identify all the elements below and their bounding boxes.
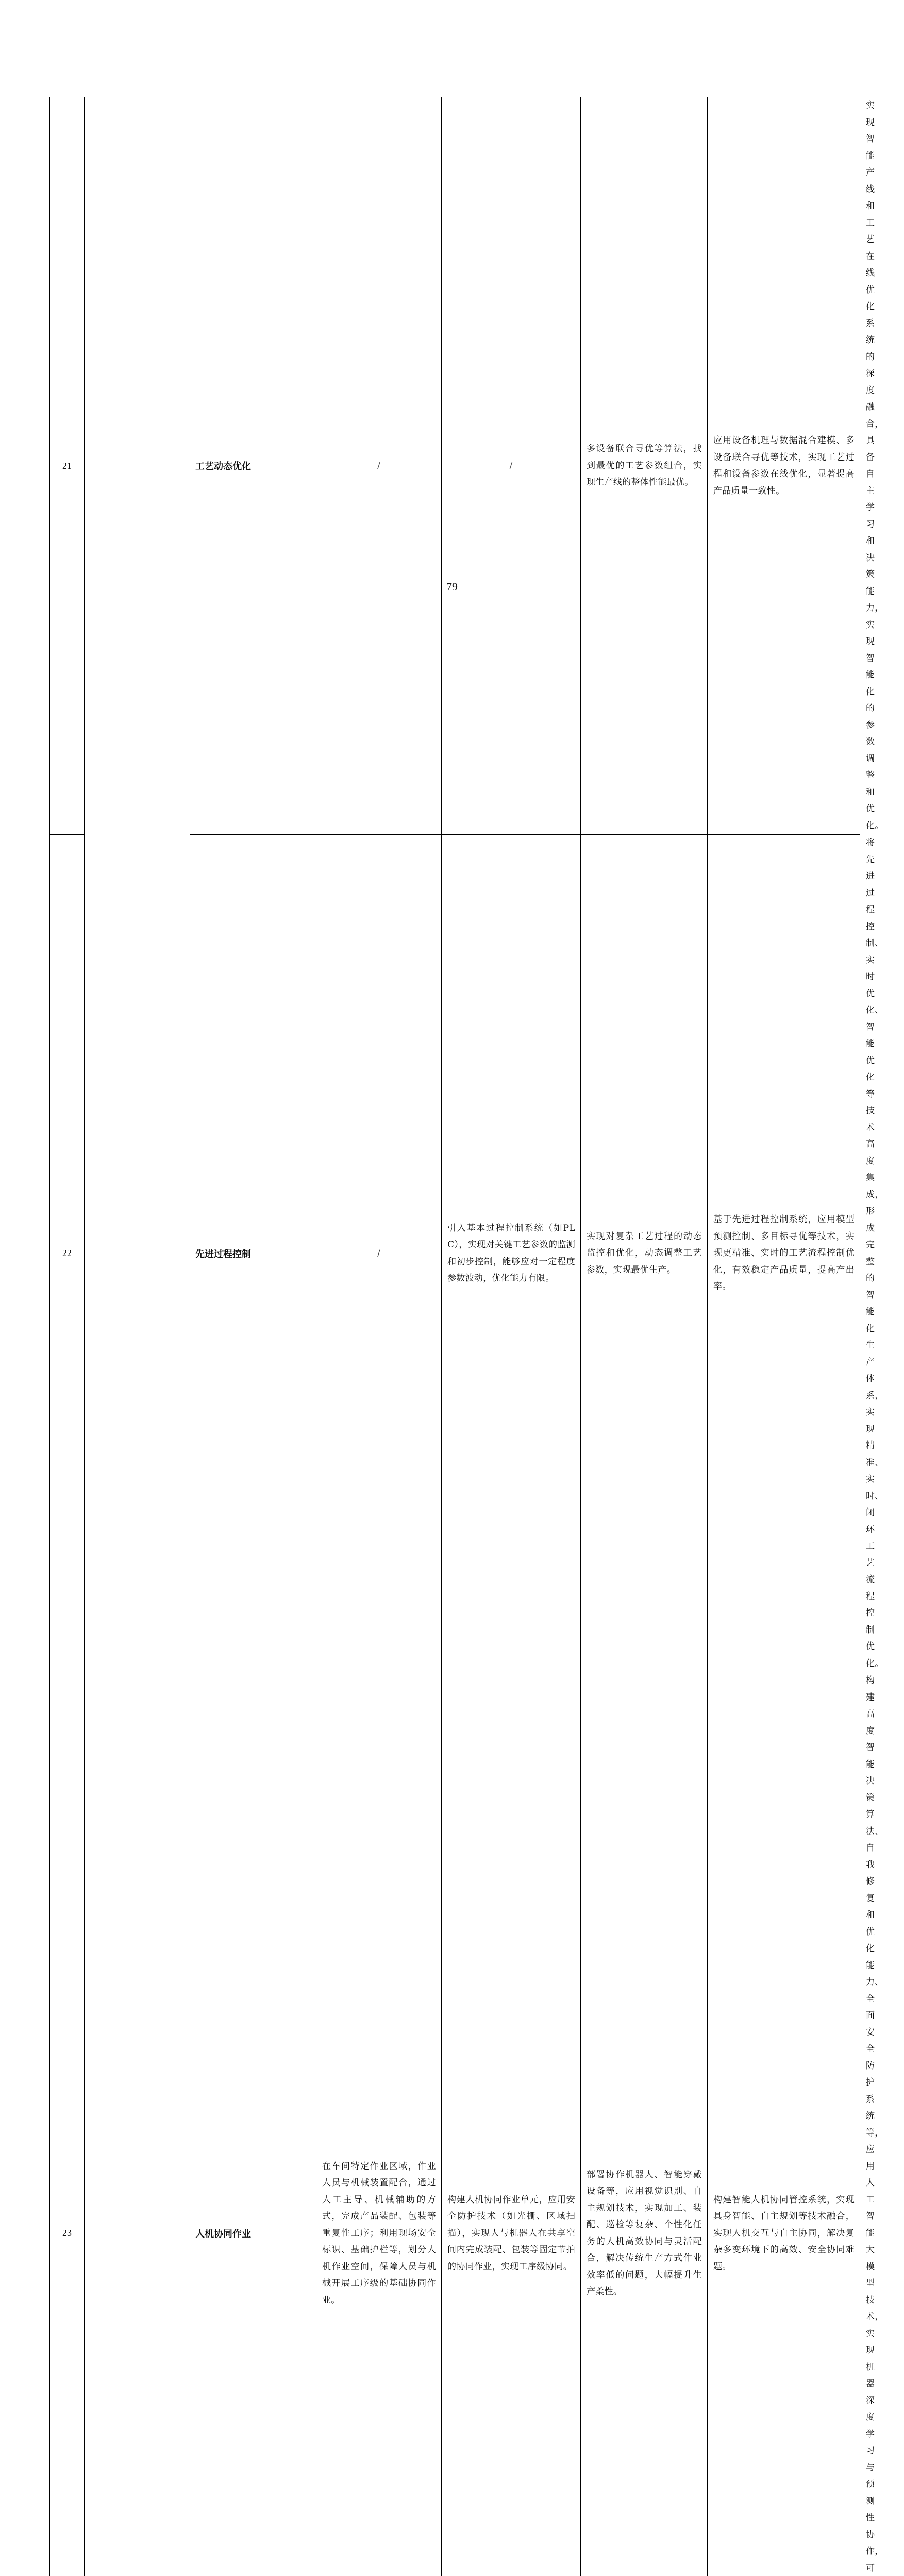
level-3-cell: 多设备联合寻优等算法，找到最优的工艺参数组合，实现生产线的整体性能最优。 [581, 97, 708, 835]
level-4-cell: 构建智能人机协同管控系统，实现具身智能、自主规划等技术融合，实现人机交互与自主协同，解决复杂多变环境下的高效、安全协同难题。 [708, 1672, 860, 2576]
level-3-cell: 部署协作机器人、智能穿戴设备等，应用视觉识别、自主规划技术，实现加工、装配、巡检等复杂、个性化任务的人机高效协同与灵活配合，解决传统生产方式作业效率低的问题，大幅提升生产柔性。 [581, 1672, 708, 2576]
scenario-name: 先进过程控制 [190, 835, 316, 1672]
merged-category-cell [85, 97, 115, 2576]
table-row: 22 先进过程控制 / 引入基本过程控制系统（如PLC），实现对关键工艺参数的监测和初步控制，能够应对一定程度参数波动，优化能力有限。 实现对复杂工艺过程的动态监控和优化，动态调整工艺参数，实现最优生产。 基于先进过程控制系统，应用模型预测控制、多目标寻优等技术，实现更精准、实时的工艺流程控制优化，有效稳定产品质量，提高产出率。 将先进过程控制、实时优化、智能优化等技术高度集成，形成完整的智能化生产体系，实现精准、实时、闭环工艺流程控制优化。 [50, 835, 860, 1672]
level-2-cell: 引入基本过程控制系统（如PLC），实现对关键工艺参数的监测和初步控制，能够应对一定程度参数波动，优化能力有限。 [442, 835, 581, 1672]
capability-level-table [49, 97, 860, 2576]
level-1-cell: / [316, 835, 442, 1672]
scenario-name: 人机协同作业 [190, 1672, 316, 2576]
merged-subcategory-cell [115, 97, 190, 2576]
level-4-cell: 应用设备机理与数据混合建模、多设备联合寻优等技术，实现工艺过程和设备参数在线优化，显著提高产品质量一致性。 [708, 97, 860, 835]
level-2-cell: 构建人机协同作业单元，应用安全防护技术（如光栅、区域扫描），实现人与机器人在共享空间内完成装配、包装等固定节拍的协同作业，实现工序级协同。 [442, 1672, 581, 2576]
level-2-cell: / [442, 97, 581, 835]
table-row: 23 人机协同作业 在车间特定作业区域，作业人员与机械装置配合，通过人工主导、机械辅助的方式，完成产品装配、包装等重复性工序；利用现场安全标识、基础护栏等，划分人机作业空间，保障人员与机械开展工序级的基础协同作业。 构建人机协同作业单元，应用安全防护技术（如光栅、区域扫描），实现人与机器人在共享空间内完成装配、包装等固定节拍的协同作业，实现工序级协同。 部署协作机器人、智能穿戴设备等，应用视觉识别、自主规划技术，实现加工、装配、巡检等复杂、个性化任务的人机高效协同与灵活配合，解决传统生产方式作业效率低的问题，大幅提升生产柔性。 构建智能人机协同管控系统，实现具身智能、自主规划等技术融合，实现人机交互与自主协同，解决复杂多变环境下的高效、安全协同难题。 构建高度智能决策算法、自我修复和优化能力、全面安全防护系统等，应用人工智能大模型技术，实现机器深度学习与预测性协作，可 [50, 1672, 860, 2576]
level-1-cell: 在车间特定作业区域，作业人员与机械装置配合，通过人工主导、机械辅助的方式，完成产品装配、包装等重复性工序；利用现场安全标识、基础护栏等，划分人机作业空间，保障人员与机械开展工序级的基础协同作业。 [316, 1672, 442, 2576]
scenario-name: 工艺动态优化 [190, 97, 316, 835]
level-1-cell: / [316, 97, 442, 835]
level-3-cell: 实现对复杂工艺过程的动态监控和优化，动态调整工艺参数，实现最优生产。 [581, 835, 708, 1672]
level-4-cell: 基于先进过程控制系统，应用模型预测控制、多目标寻优等技术，实现更精准、实时的工艺流程控制优化，有效稳定产品质量，提高产出率。 [708, 835, 860, 1672]
row-number: 21 [50, 97, 85, 835]
table-row: 21 工艺动态优化 / / 多设备联合寻优等算法，找到最优的工艺参数组合，实现生产线的整体性能最优。 应用设备机理与数据混合建模、多设备联合寻优等技术，实现工艺过程和设备参数在线优化，显著提高产品质量一致性。 实现智能产线和工艺在线优化系统的深度融合，具备自主学习和决策能力，实现智能化的参数调整和优化。 [50, 97, 860, 835]
row-number: 23 [50, 1672, 85, 2576]
page-number: 79 [0, 580, 904, 594]
row-number: 22 [50, 835, 85, 1672]
